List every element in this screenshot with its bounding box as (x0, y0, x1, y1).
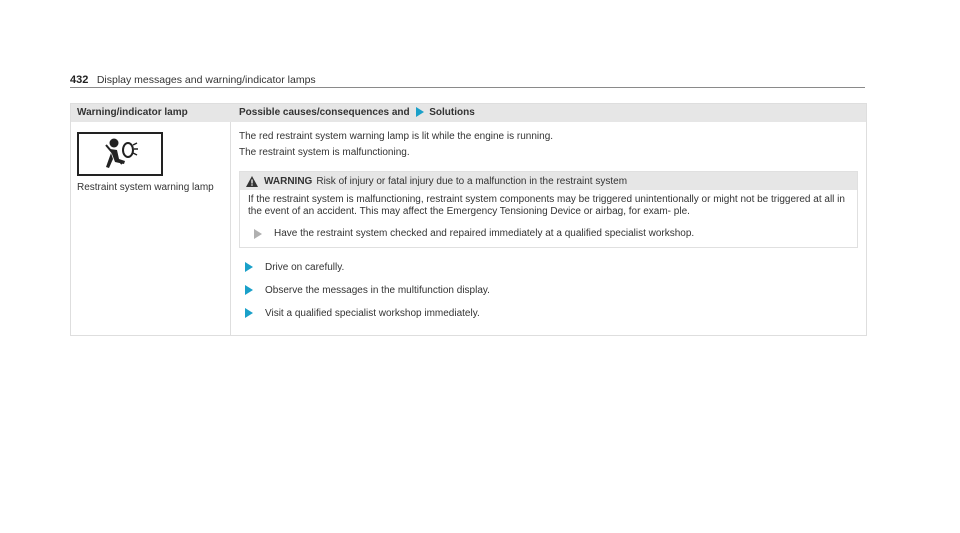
header-divider (70, 87, 865, 88)
solutions-arrow-icon (416, 107, 424, 117)
column-header-causes (231, 104, 866, 122)
warning-action-text: Have the restraint system checked and repaired immediately at a qualified specialist workshop. (274, 228, 695, 239)
list-item (239, 260, 858, 274)
causes-cell (231, 122, 866, 335)
action-arrow-icon (245, 285, 253, 295)
warning-triangle-icon (246, 176, 258, 187)
warning-lamp-table (70, 103, 867, 336)
table-row (71, 122, 866, 335)
page-number: 432 (70, 74, 89, 86)
action-text: Drive on carefully. (265, 261, 345, 273)
column-header-lamp: Warning/indicator lamp (77, 107, 188, 118)
action-text: Observe the messages in the multifunction display. (265, 284, 490, 296)
table-header-row (71, 104, 866, 122)
description-line-1: The red restraint system warning lamp is lit while the engine is running. (239, 131, 554, 142)
warning-headline: Risk of injury or fatal injury due to a malfunction in the restraint system (316, 175, 628, 187)
column-header-causes-label: Possible causes/consequences and (239, 107, 410, 118)
warning-header (240, 172, 857, 190)
lamp-cell (71, 122, 231, 335)
page-title: Display messages and warning/indicator lamps (96, 74, 316, 86)
restraint-system-icon (77, 132, 163, 176)
description-line-2: The restraint system is malfunctioning. (239, 147, 410, 158)
page-header (70, 70, 865, 86)
warning-text: If the restraint system is malfunctioning, restraint system components may be triggered unintentionally or might not be triggered at all in the event of an accident. This may affect the Emergency Tensioning Device or airbag, for exam- ple. (248, 194, 845, 217)
list-item (239, 306, 858, 320)
lamp-label: Restraint system warning lamp (77, 182, 214, 193)
column-header-solutions-label: Solutions (429, 107, 475, 118)
warning-title: WARNING (264, 175, 313, 187)
action-arrow-icon (245, 308, 253, 318)
warning-action (248, 228, 849, 239)
restraint-system-icon-graphic (100, 137, 140, 171)
warning-body (240, 190, 857, 247)
action-arrow-icon (254, 229, 262, 239)
list-item (239, 283, 858, 297)
action-list (239, 260, 858, 320)
action-text: Visit a qualified specialist workshop immediately. (265, 307, 480, 319)
action-arrow-icon (245, 262, 253, 272)
warning-box (239, 171, 858, 248)
